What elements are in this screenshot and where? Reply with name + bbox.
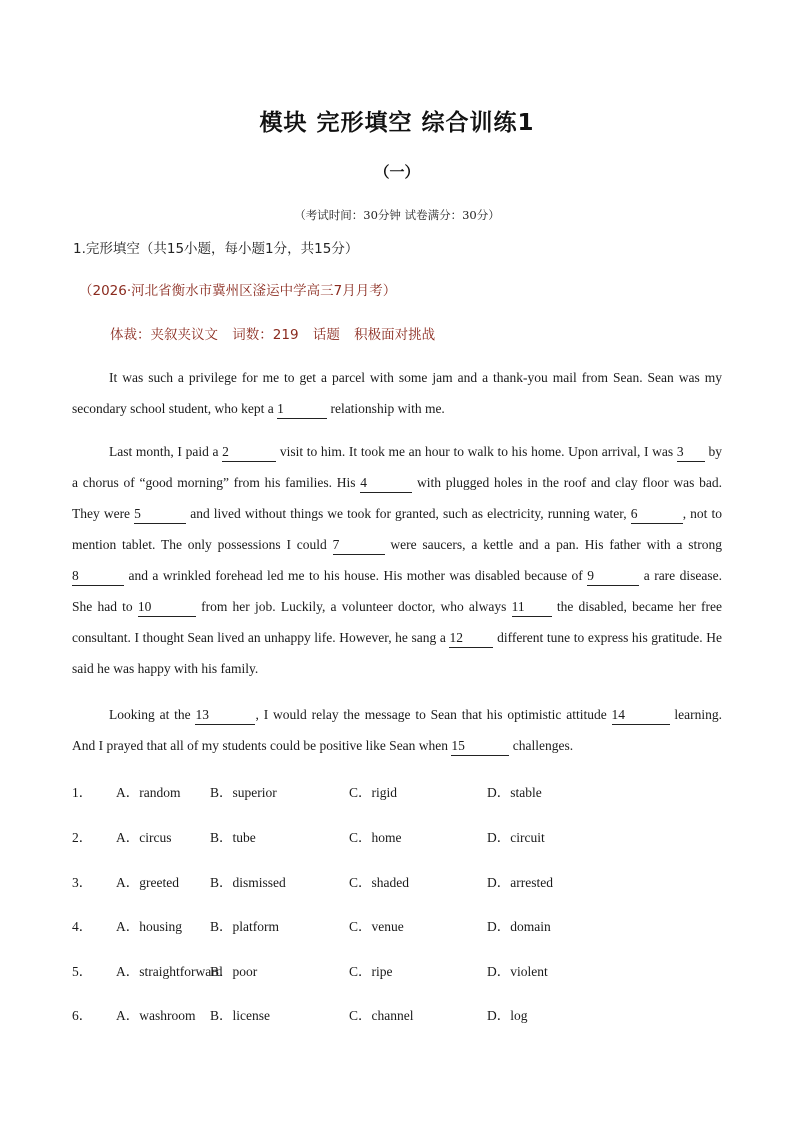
passage-text: were saucers, a kettle and a pan. His father with a strong [384,537,722,552]
blank-5: 5 [134,505,186,524]
passage-text: , I would relay the message to Sean that his optimistic attitude [255,707,612,722]
passage-text: , not to mention tablet. The only possessions I could [72,506,722,552]
option-c: C．shaded [349,875,409,890]
passage-paragraph-3 [72,699,722,761]
option-a: A．housing [116,919,183,934]
blank-11: 11 [512,598,552,617]
blank-4: 4 [360,474,412,493]
passage-text: Last month, I paid a [109,444,223,459]
option-a: A．circus [116,830,172,845]
option-d: D．stable [487,785,542,800]
option-row [72,960,722,980]
passage-text: challenges. [509,738,574,753]
blank-8: 8 [72,567,124,586]
option-b: B．tube [210,830,256,845]
topic-label: 话题 [312,327,340,343]
option-c: C．ripe [349,964,393,979]
option-a: A．washroom [116,1008,196,1023]
source-line: （2026·河北省衡水市冀州区滏运中学高三7月月考） [79,283,397,299]
option-b: B．license [210,1008,270,1023]
option-a: A．random [116,785,181,800]
option-c: C．rigid [349,785,398,800]
passage-text: by a chorus of “good morning” from his families. His [72,444,723,490]
question-number: 1． [72,785,93,800]
passage-text: Looking at the [109,707,196,722]
option-a: A．straightforward [116,964,223,979]
question-number: 3． [72,875,93,890]
passage-paragraph-1 [72,362,722,424]
blank-14: 14 [612,706,670,725]
blank-6: 6 [631,505,683,524]
option-d: D．arrested [487,875,553,890]
option-b: B．superior [210,785,277,800]
option-b: B．platform [210,919,279,934]
passage-text: and lived without things we took for granted, such as electricity, running water, [186,506,631,521]
passage-text: from her job. Luckily, a volunteer doctor, who always [195,599,512,614]
blank-2: 2 [222,443,276,462]
exam-info: （考试时间：30分钟 试卷满分：30分） [294,208,500,222]
passage-meta [110,323,445,343]
blank-1: 1 [277,400,327,419]
genre-label: 体裁：夹叙夹议文 [110,327,218,343]
passage-text: visit to him. It took me an hour to walk to his home. Upon arrival, I was [276,444,677,459]
option-b: B．dismissed [210,875,286,890]
passage-text: a rare disease. She had to [72,568,723,614]
blank-9: 9 [587,567,639,586]
option-d: D．circuit [487,830,545,845]
passage-text: and a wrinkled forehead led me to his house. His mother was disabled because of [124,568,588,583]
option-d: D．log [487,1008,528,1023]
page-title: 模块 完形填空 综合训练1 [259,110,535,136]
passage-text: with plugged holes in the roof and clay floor was bad. They were [72,475,722,521]
passage-text: It was such a privilege for me to get a parcel with some jam and a thank-you mail from Sean. Sean was my secondary school student, who kept a [72,370,722,416]
question-number: 6． [72,1008,93,1023]
blank-3: 3 [677,443,705,462]
page-subtitle: （一） [374,163,420,181]
option-row [72,915,722,935]
passage-paragraph-2 [72,436,722,684]
option-row [72,871,722,891]
passage-text: the disabled, became her free consultant. I thought Sean lived an unhappy life. However, he sang a [72,599,722,645]
passage-text: relationship with me. [327,401,445,416]
option-d: D．violent [487,964,548,979]
section-heading: 1.完形填空（共15小题，每小题1分，共15分） [73,241,359,257]
option-row [72,1004,722,1024]
question-number: 5． [72,964,93,979]
blank-7: 7 [333,536,385,555]
option-a: A．greeted [116,875,179,890]
passage-text: learning. And I prayed that all of my students could be positive like Sean when [72,707,722,753]
passage-text: different tune to express his gratitude. He said he was happy with his family. [72,630,722,676]
blank-13: 13 [195,706,255,725]
option-d: D．domain [487,919,551,934]
question-number: 2． [72,830,93,845]
option-c: C．home [349,830,402,845]
option-row [72,781,722,801]
question-number: 4． [72,919,93,934]
option-row [72,826,722,846]
blank-10: 10 [138,598,196,617]
topic-value: 积极面对挑战 [354,327,436,343]
option-c: C．venue [349,919,404,934]
option-c: C．channel [349,1008,414,1023]
word-count: 词数：219 [232,327,299,343]
blank-12: 12 [449,629,493,648]
blank-15: 15 [451,737,509,756]
option-b: B．poor [210,964,258,979]
